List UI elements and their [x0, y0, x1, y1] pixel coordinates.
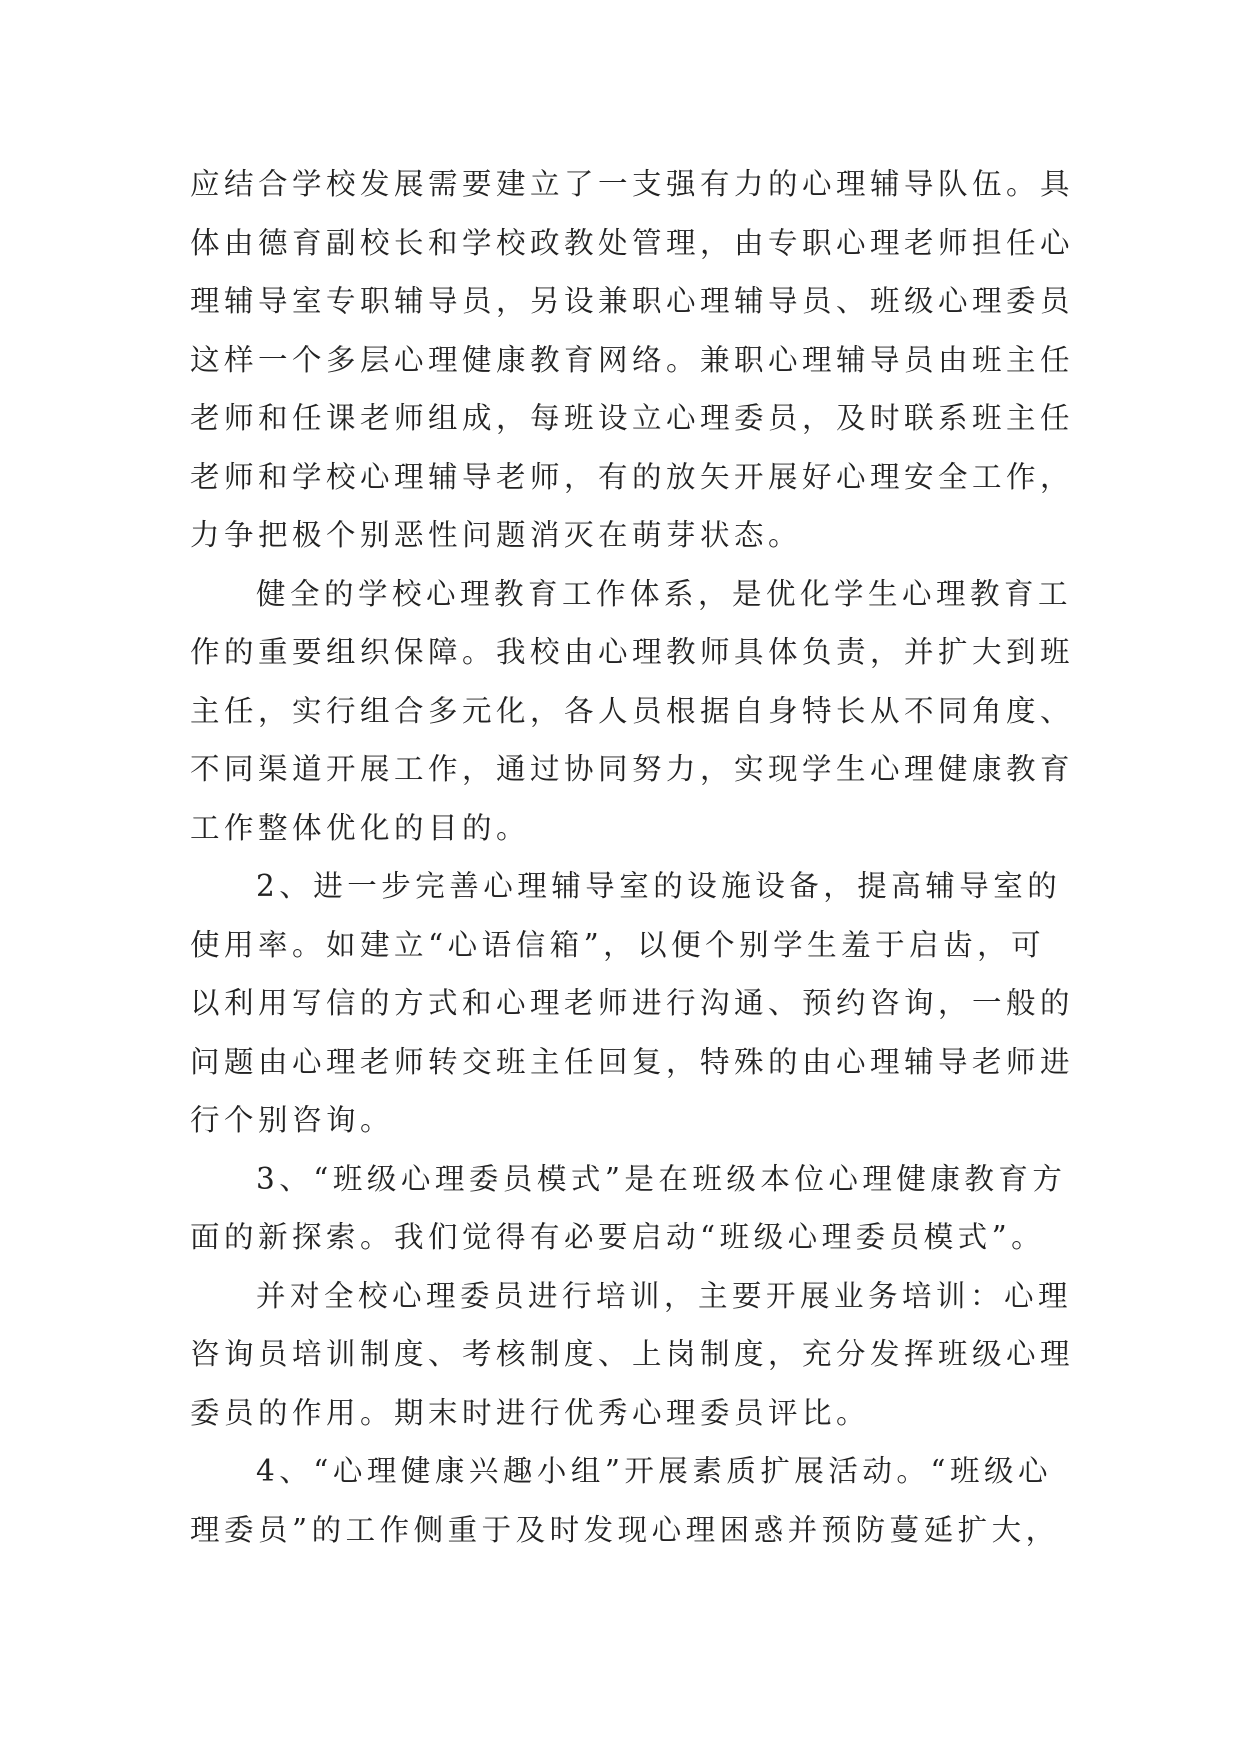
paragraph-line: 理辅导室专职辅导员，另设兼职心理辅导员、班级心理委员 — [190, 284, 1075, 318]
paragraph-line: 工作整体优化的目的。 — [190, 810, 531, 845]
paragraph-first-line: 3、“班级心理委员模式”是在班级本位心理健康教育方 — [256, 1161, 1067, 1196]
paragraph-line: 主任，实行组合多元化，各人员根据自身特长从不同角度、 — [190, 693, 1075, 728]
paragraph-line: 使用率。如建立“心语信箱”，以便个别学生羞于启齿，可 — [190, 927, 1046, 962]
paragraph-line: 体由德育副校长和学校政教处管理，由专职心理老师担任心 — [190, 225, 1075, 260]
paragraph-first-line: 并对全校心理委员进行培训，主要开展业务培训：心理 — [256, 1278, 1073, 1313]
paragraph-line: 这样一个多层心理健康教育网络。兼职心理辅导员由班主任 — [190, 342, 1075, 377]
paragraph-first-line: 4、“心理健康兴趣小组”开展素质扩展活动。“班级心 — [256, 1454, 1053, 1488]
paragraph-line: 应结合学校发展需要建立了一支强有力的心理辅导队伍。具 — [190, 167, 1075, 201]
paragraph-line: 力争把极个别恶性问题消灭在萌芽状态。 — [190, 518, 803, 552]
document-body — [190, 155, 1075, 1559]
paragraph-line: 委员的作用。期末时进行优秀心理委员评比。 — [190, 1395, 871, 1430]
paragraph-line: 老师和任课老师组成，每班设立心理委员，及时联系班主任 — [190, 401, 1075, 435]
paragraph-line: 行个别咨询。 — [190, 1103, 395, 1137]
paragraph-line: 老师和学校心理辅导老师，有的放矢开展好心理安全工作， — [190, 459, 1075, 494]
paragraph-line: 问题由心理老师转交班主任回复，特殊的由心理辅导老师进 — [190, 1044, 1075, 1079]
paragraph-line: 理委员”的工作侧重于及时发现心理困惑并预防蔓延扩大， — [190, 1512, 1060, 1547]
paragraph-line: 咨询员培训制度、考核制度、上岗制度，充分发挥班级心理 — [190, 1337, 1075, 1371]
paragraph-line: 不同渠道开展工作，通过协同努力，实现学生心理健康教育 — [190, 752, 1075, 786]
paragraph-first-line: 健全的学校心理教育工作体系，是优化学生心理教育工 — [256, 576, 1073, 611]
paragraph-line: 作的重要组织保障。我校由心理教师具体负责，并扩大到班 — [190, 635, 1075, 669]
paragraph-line: 面的新探索。我们觉得有必要启动“班级心理委员模式”。 — [190, 1220, 1046, 1254]
paragraph-first-line: 2、进一步完善心理辅导室的设施设备，提高辅导室的 — [256, 869, 1062, 903]
paragraph-line: 以利用写信的方式和心理老师进行沟通、预约咨询，一般的 — [190, 986, 1075, 1020]
